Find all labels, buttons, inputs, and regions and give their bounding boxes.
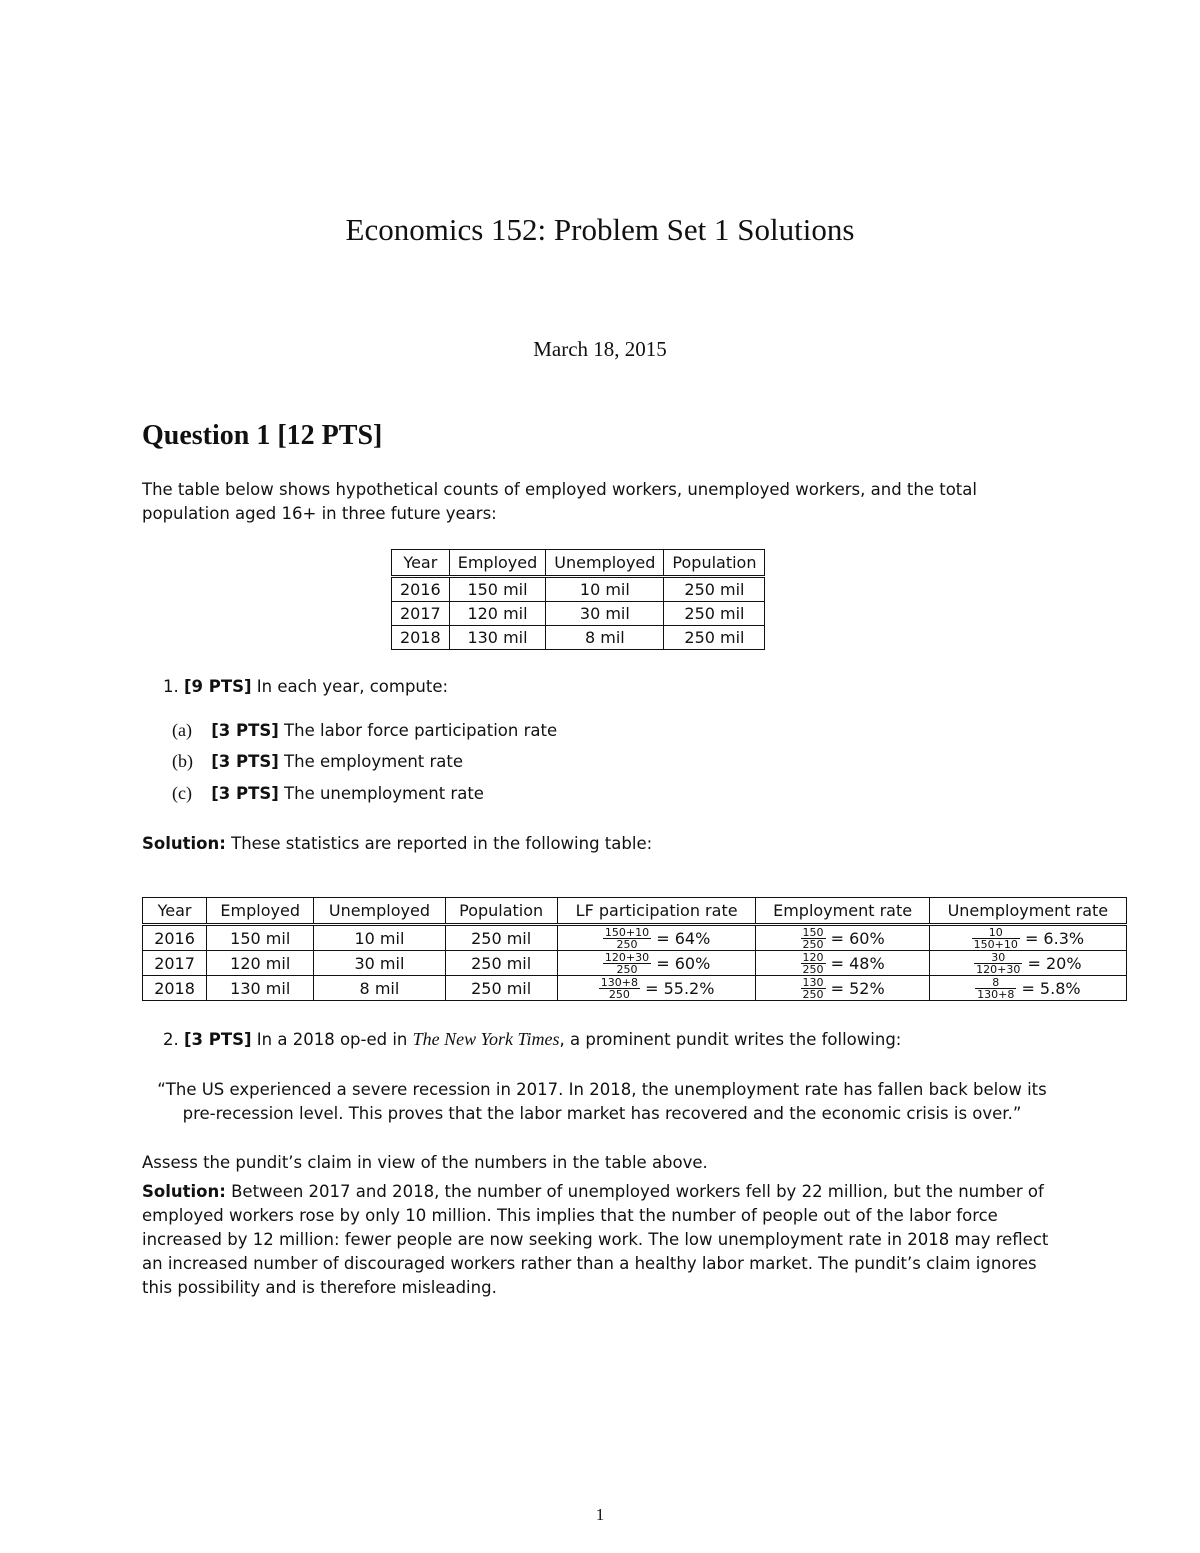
numerator: 10 [972,927,1020,939]
header-cell: Population [445,898,557,925]
item-marker: 1. [163,677,179,696]
subpart-b [172,751,463,772]
cell-unemployment-rate [929,925,1126,951]
cell-employed: 150 mil [207,925,314,951]
numerator: 150+10 [604,925,650,939]
cell-year: 2017 [143,951,207,976]
fraction [599,977,640,1000]
table-header-row [143,898,1127,925]
table-row [392,602,765,626]
cell-population: 250 mil [664,626,765,650]
denominator: 250 [802,937,824,951]
result: = 20% [1027,953,1082,973]
denominator: 250 [802,962,824,976]
numerator: 130 [802,975,824,989]
cell-employed: 120 mil [449,602,546,626]
denominator: 250 [616,937,638,951]
header-cell: Year [392,550,450,577]
denominator: 250 [616,962,638,976]
table-row [143,925,1127,951]
item-points: [9 PTS] [184,677,252,696]
cell-unemployed: 30 mil [546,602,664,626]
fraction [801,977,826,1000]
input-data-table [391,549,765,650]
cell-unemployment-rate [929,976,1126,1001]
cell-employed: 120 mil [207,951,314,976]
solution-label: Solution: [142,834,226,853]
table-row [143,976,1127,1001]
document-date: March 18, 2015 [533,337,667,361]
denominator: 250 [802,987,824,1001]
solution-text: Between 2017 and 2018, the number of unemployed workers fell by 22 million, but the number of employed workers rose by only 10 million. This implies that the number of people out of the labor force increased by 12 million: fewer people are now seeking work. The low unemployment rate in 2018 may reflect an increased number of discouraged workers rather than a healthy labor market. The pundit’s claim ignores this possibility and is therefore misleading. [142,1182,1049,1297]
cell-year: 2016 [392,577,450,602]
cell-population: 250 mil [445,976,557,1001]
header-cell: LF participation rate [557,898,756,925]
cell-lf-participation [557,951,756,976]
cell-employed: 130 mil [449,626,546,650]
item-points: [3 PTS] [184,1030,252,1049]
solution-2 [142,1180,1062,1300]
cell-unemployed: 8 mil [314,976,445,1001]
document-title: Economics 152: Problem Set 1 Solutions [345,212,855,247]
cell-population: 250 mil [664,602,765,626]
numerator: 150 [802,925,824,939]
cell-population: 250 mil [445,951,557,976]
result: = 5.8% [1021,978,1081,998]
fraction [972,927,1020,950]
results-table [142,897,1127,1001]
cell-unemployed: 8 mil [546,626,664,650]
subpart-text: The employment rate [284,752,464,771]
cell-employed: 150 mil [449,577,546,602]
header-cell: Year [143,898,207,925]
numerator: 130+8 [600,975,639,989]
header-cell: Employed [207,898,314,925]
cell-unemployed: 10 mil [314,925,445,951]
page-number: 1 [595,1505,605,1524]
cell-employment-rate [756,951,929,976]
item-text: In a 2018 op-ed in [256,1030,408,1049]
subpart-points: [3 PTS] [211,752,279,771]
numerator: 120+30 [604,950,650,964]
result: = 55.2% [645,978,715,998]
cell-employment-rate [756,925,929,951]
cell-employed: 130 mil [207,976,314,1001]
part-1-item [163,677,448,696]
solution-label: Solution: [142,1182,226,1201]
subpart-marker: (a) [172,720,192,740]
fraction [975,977,1016,1000]
result: = 6.3% [1024,928,1085,948]
numerator: 30 [974,952,1022,964]
fraction [974,952,1022,975]
question-1-heading: Question 1 [12 PTS] [142,420,383,451]
cell-unemployment-rate [929,951,1126,976]
solution-1 [142,832,1062,856]
pundit-quote: “The US experienced a severe recession in 2017. In 2018, the unemployment rate has fallen back below its pre-recession level. This proves that the labor market has recovered and the economic crisis is over.” [157,1080,1047,1123]
question-1-intro: The table below shows hypothetical counts of employed workers, unemployed workers, and the total population aged 16+ in three future years: [142,480,977,523]
subpart-points: [3 PTS] [211,784,279,803]
header-cell: Employed [449,550,546,577]
fraction [801,952,826,975]
cell-lf-participation [557,976,756,1001]
cell-population: 250 mil [664,577,765,602]
table-row [392,626,765,650]
assess-prompt: Assess the pundit’s claim in view of the numbers in the table above. [142,1153,708,1172]
item-marker: 2. [163,1030,179,1049]
fraction [603,952,651,975]
solution-text: These statistics are reported in the following table: [231,834,653,853]
table-header-row [392,550,765,577]
header-cell: Unemployed [546,550,664,577]
cell-employment-rate [756,976,929,1001]
result: = 48% [830,953,885,973]
result: = 60% [656,953,711,973]
subpart-points: [3 PTS] [211,721,279,740]
fraction [801,927,826,950]
table-row [392,577,765,602]
result: = 64% [656,928,711,948]
publication-name: The New York Times [412,1029,560,1049]
cell-unemployed: 10 mil [546,577,664,602]
fraction [603,927,651,950]
item-text: In each year, compute: [256,677,449,696]
denominator: 150+10 [973,937,1018,951]
result: = 60% [830,928,885,948]
cell-year: 2017 [392,602,450,626]
header-cell: Unemployed [314,898,445,925]
cell-year: 2018 [143,976,207,1001]
header-cell: Unemployment rate [929,898,1126,925]
part-2-item [163,1029,901,1050]
header-cell: Population [664,550,765,577]
subpart-text: The labor force participation rate [284,721,558,740]
result: = 52% [830,978,885,998]
subpart-c [172,783,484,804]
denominator: 120+30 [976,962,1021,976]
denominator: 130+8 [977,987,1015,1001]
cell-lf-participation [557,925,756,951]
subpart-marker: (c) [172,783,192,803]
subpart-marker: (b) [172,751,193,771]
header-cell: Employment rate [756,898,929,925]
cell-year: 2018 [392,626,450,650]
numerator: 8 [975,977,1016,989]
numerator: 120 [802,950,824,964]
item-text-after: , a prominent pundit writes the following: [559,1030,902,1049]
table-row [143,951,1127,976]
cell-unemployed: 30 mil [314,951,445,976]
denominator: 250 [608,987,630,1001]
cell-year: 2016 [143,925,207,951]
cell-population: 250 mil [445,925,557,951]
subpart-text: The unemployment rate [284,784,484,803]
subpart-a [172,720,557,741]
